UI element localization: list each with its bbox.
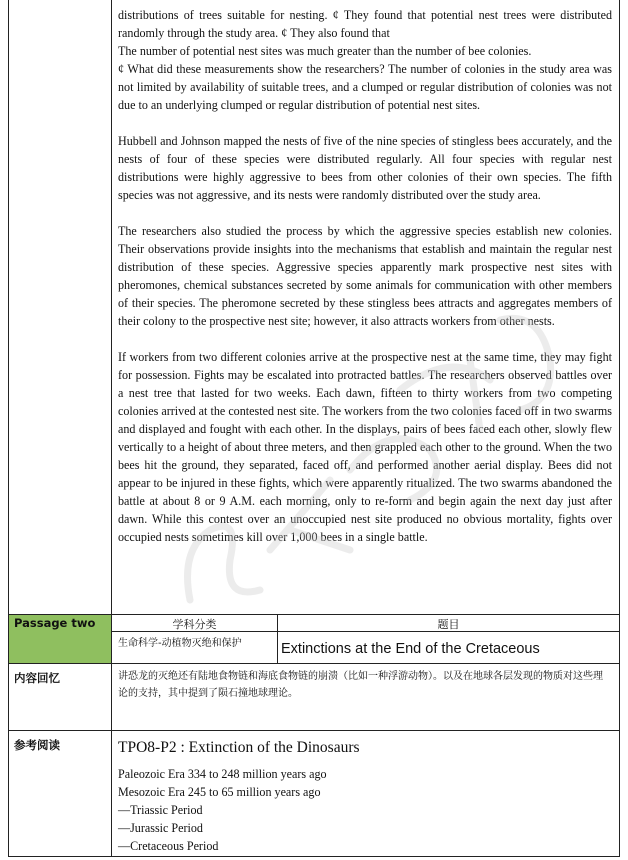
reference-label: 参考阅读 — [14, 738, 60, 752]
recall-label: 内容回忆 — [14, 671, 60, 685]
title-header: 题目 — [437, 618, 460, 631]
recall-text: 讲恐龙的灭绝还有陆地食物链和海底食物链的崩溃（比如一种浮游动物）。以及在地球各层发现的物质对这些理论的支持，其中提到了陨石撞地球理论。 — [118, 671, 603, 699]
document-table — [8, 0, 619, 857]
reference-line-3: —Triassic Period — [118, 803, 203, 817]
reference-line-2: Mesozoic Era 245 to 65 million years ago — [118, 785, 321, 799]
passage-label: Passage two — [14, 616, 96, 630]
table-border-right — [619, 0, 620, 857]
passage-paragraph-3: The researchers also studied the process by which the aggressive species establish new colonies. Their observations provide insights into the mechanisms that establish and maintain the regular nest distribution of these species. Aggressive species apparently mark prospective nest sites with pheromones, chemical substances secreted by some animals for communication with other members of their species. The pheromone secreted by these stingless bees attracts and aggregates members of their colony to the prospective nest site; however, it also attracts workers from other nests. — [118, 224, 612, 328]
passage-paragraph-1-line-3: ¢ What did these measurements show the researchers? The number of colonies in the study area was not limited by availability of suitable trees, and a clumped or regular distribution of colonies was not due to an underlying clumped or regular distribution of potential nest sites. — [118, 62, 612, 112]
passage-title: Extinctions at the End of the Cretaceous — [281, 641, 540, 657]
reference-line-1: Paleozoic Era 334 to 248 million years ago — [118, 767, 327, 781]
reference-line-4: —Jurassic Period — [118, 821, 203, 835]
category-value: 生命科学-动植物灭绝和保护 — [118, 638, 242, 649]
passage-paragraph-2: Hubbell and Johnson mapped the nests of five of the nine species of stingless bees accurately, and the nests of four of these species were distributed regularly. All four species with regular nest distributions were highly aggressive to bees from other colonies of their own species. The fifth species was not aggressive, and its nests were randomly distributed over the study area. — [118, 134, 612, 202]
row-divider-passage — [8, 614, 620, 615]
passage-body — [118, 6, 612, 546]
row-divider-reference — [8, 730, 620, 731]
category-header: 学科分类 — [172, 618, 217, 631]
passage-paragraph-1-line-1: distributions of trees suitable for nesting. ¢ They found that potential nest trees were distributed randomly through the study area. ¢ They also found that — [118, 8, 612, 40]
passage-paragraph-1-line-2: The number of potential nest sites was much greater than the number of bee colonies. — [118, 44, 532, 58]
passage-paragraph-4: If workers from two different colonies arrive at the prospective nest at the same time, they may fight for possession. Fights may be escalated into protracted battles. The researchers observed battles over a nest tree that lasted for two weeks. Each dawn, fifteen to thirty workers from two competing colonies arrived at the contested nest site. The workers from the two colonies faced off in two swarms and displayed and fought with each other. In the displays, pairs of bees faced each other, slowly flew vertically to a height of about three meters, and then grappled each other to the ground. When the two bees hit the ground, they separated, faced off, and performed another aerial display. Bees did not appear to be injured in these fights, which were apparently ritualized. The two swarms abandoned the battle at about 8 or 9 A.M. each morning, only to re-form and begin again the next day just after dawn. While this contest over an unoccupied nest site produced no obvious mortality, fights over occupied nests sometimes kill over 1,000 bees in a single battle. — [118, 350, 612, 544]
row-divider-recall — [8, 663, 620, 664]
table-border-left — [8, 0, 9, 857]
table-column-divider — [111, 0, 112, 857]
reference-line-5: —Cretaceous Period — [118, 839, 219, 853]
reference-title: TPO8-P2 : Extinction of the Dinosaurs — [118, 739, 360, 756]
table-border-bottom — [8, 856, 620, 857]
